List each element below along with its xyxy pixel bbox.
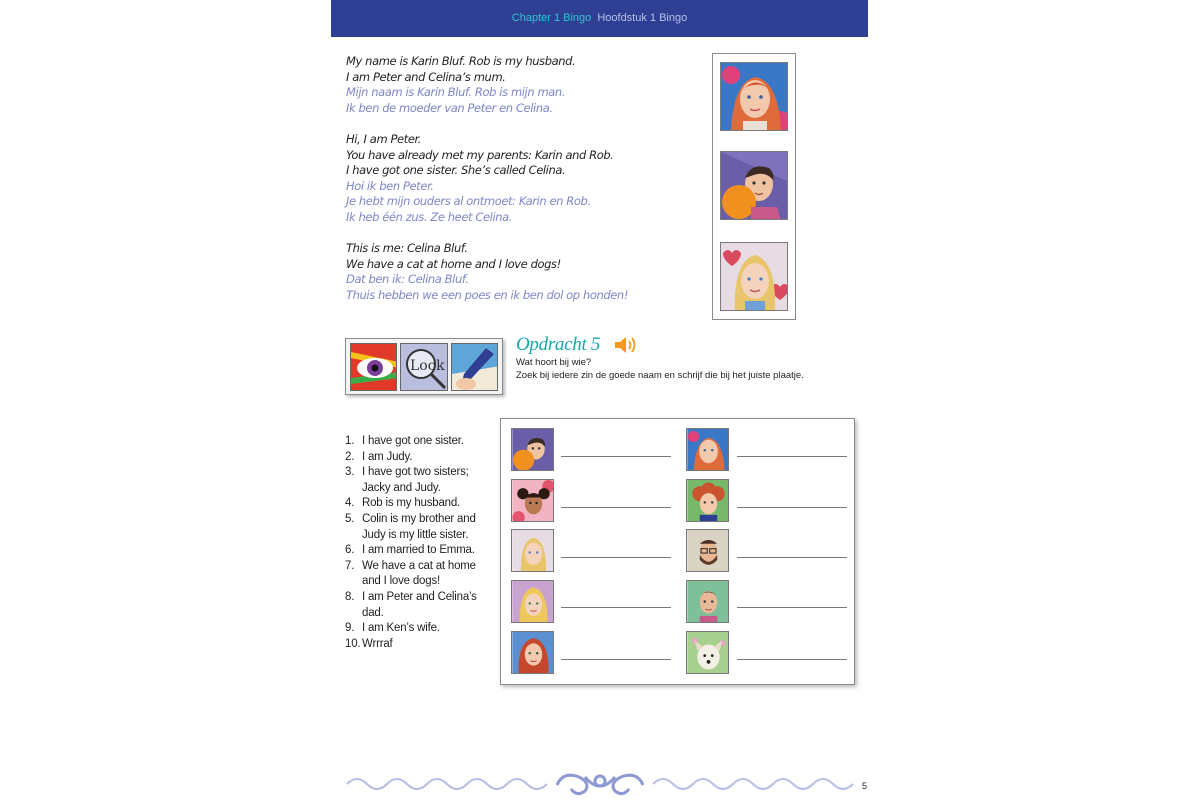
item-text: I have got two sisters; xyxy=(362,466,469,479)
item-number: 4. xyxy=(345,497,355,510)
matching-grid xyxy=(500,418,855,685)
item-text: I am Judy. xyxy=(362,450,413,463)
item-number: 1. xyxy=(345,435,355,447)
list-item xyxy=(345,590,500,606)
dutch-line: Dat ben ik: Celina Bluf. xyxy=(346,272,469,287)
ornament-divider xyxy=(345,769,855,799)
pen-writing-icon xyxy=(451,343,498,391)
answer-line[interactable] xyxy=(737,507,847,508)
face-girl-pigtails xyxy=(511,479,554,522)
list-item xyxy=(345,465,500,481)
list-item xyxy=(345,621,500,637)
face-curly-redhead xyxy=(686,479,729,522)
item-number: 3. xyxy=(345,466,355,479)
look-label: Look xyxy=(410,358,445,374)
answer-line[interactable] xyxy=(737,557,847,558)
item-number: 9. xyxy=(345,622,355,635)
item-text: Judy is my little sister. xyxy=(362,528,469,541)
english-line: We have a cat at home and I love dogs! xyxy=(346,256,561,271)
face-celina xyxy=(511,529,554,572)
intro-paragraph-celina xyxy=(346,241,696,303)
list-item xyxy=(345,637,500,653)
intro-paragraph-peter xyxy=(346,132,696,226)
dutch-line: Ik ben de moeder van Peter en Celina. xyxy=(346,100,553,115)
item-text: Rob is my husband. xyxy=(362,497,461,510)
exercise-instructions xyxy=(516,356,804,382)
answer-line[interactable] xyxy=(561,557,671,558)
item-number: 2. xyxy=(345,450,355,463)
list-item-continued xyxy=(345,481,500,497)
english-line: Hi, I am Peter. xyxy=(346,131,422,146)
item-text: I am married to Emma. xyxy=(362,544,475,557)
english-line: This is me: Celina Bluf. xyxy=(346,241,468,256)
list-item xyxy=(345,434,500,450)
dutch-line: Thuis hebben we een poes en ik ben dol op honden! xyxy=(346,287,629,302)
sentence-list xyxy=(345,434,500,652)
chapter-header xyxy=(331,0,868,37)
look-magnifier-icon xyxy=(400,343,447,391)
answer-line[interactable] xyxy=(561,659,671,660)
item-number: 8. xyxy=(345,590,355,603)
item-text: Jacky and Judy. xyxy=(362,481,441,494)
exercise-instruction: Zoek bij iedere zin de goede naam en schrijf die bij het juiste plaatje. xyxy=(516,370,804,381)
item-number: 7. xyxy=(345,559,355,572)
answer-line[interactable] xyxy=(561,507,671,508)
answer-line[interactable] xyxy=(561,456,671,457)
face-rob xyxy=(686,580,729,623)
list-item-continued xyxy=(345,606,500,622)
list-item-continued xyxy=(345,574,500,590)
dutch-line: Ik heb één zus. Ze heet Celina. xyxy=(346,209,513,224)
list-item xyxy=(345,450,500,466)
list-item xyxy=(345,512,500,528)
list-item-continued xyxy=(345,528,500,544)
activity-icons xyxy=(345,338,503,395)
answer-line[interactable] xyxy=(737,456,847,457)
answer-line[interactable] xyxy=(737,607,847,608)
family-portrait-strip xyxy=(712,53,796,320)
english-line: I have got one sister. She’s called Celina. xyxy=(346,163,566,178)
face-peter xyxy=(511,428,554,471)
face-karin xyxy=(686,428,729,471)
answer-line[interactable] xyxy=(737,659,847,660)
item-text: Colin is my brother and xyxy=(362,512,476,525)
item-text: I am Ken’s wife. xyxy=(362,622,440,635)
item-text: dad. xyxy=(362,606,384,619)
portrait-karin xyxy=(720,62,788,131)
speaker-icon[interactable] xyxy=(614,336,638,354)
chapter-title-nl: Hoofdstuk 1 Bingo xyxy=(597,12,688,24)
portrait-peter xyxy=(720,151,788,220)
english-line: I am Peter and Celina’s mum. xyxy=(346,69,506,84)
intro-text xyxy=(346,54,696,319)
item-text: I have got one sister. xyxy=(362,435,464,447)
exercise-question: Wat hoort bij wie? xyxy=(516,357,592,368)
item-text: and I love dogs! xyxy=(362,575,440,588)
face-bearded-man-glasses xyxy=(686,529,729,572)
dutch-line: Hoi ik ben Peter. xyxy=(346,178,434,193)
list-item xyxy=(345,559,500,575)
item-number: 6. xyxy=(345,544,355,557)
item-number: 10. xyxy=(345,637,361,650)
eye-icon xyxy=(350,343,397,391)
intro-paragraph-karin xyxy=(346,54,696,116)
english-line: You have already met my parents: Karin and Rob. xyxy=(346,147,614,162)
list-item xyxy=(345,496,500,512)
face-red-haired-woman xyxy=(511,631,554,674)
item-text: We have a cat at home xyxy=(362,559,476,572)
item-text: Wrrraf xyxy=(362,637,393,650)
face-blonde-girl xyxy=(511,580,554,623)
item-text: I am Peter and Celina’s xyxy=(362,590,477,603)
chapter-title-en: Chapter 1 Bingo xyxy=(511,12,592,24)
dutch-line: Je hebt mijn ouders al ontmoet: Karin en Rob. xyxy=(346,194,591,209)
face-dog xyxy=(686,631,729,674)
english-line: My name is Karin Bluf. Rob is my husband. xyxy=(346,54,576,68)
portrait-celina xyxy=(720,242,788,311)
item-number: 5. xyxy=(345,512,355,525)
list-item xyxy=(345,543,500,559)
answer-line[interactable] xyxy=(561,607,671,608)
exercise-title: Opdracht 5 xyxy=(516,334,601,355)
dutch-line: Mijn naam is Karin Bluf. Rob is mijn man. xyxy=(346,85,566,100)
page-number: 5 xyxy=(862,781,868,791)
